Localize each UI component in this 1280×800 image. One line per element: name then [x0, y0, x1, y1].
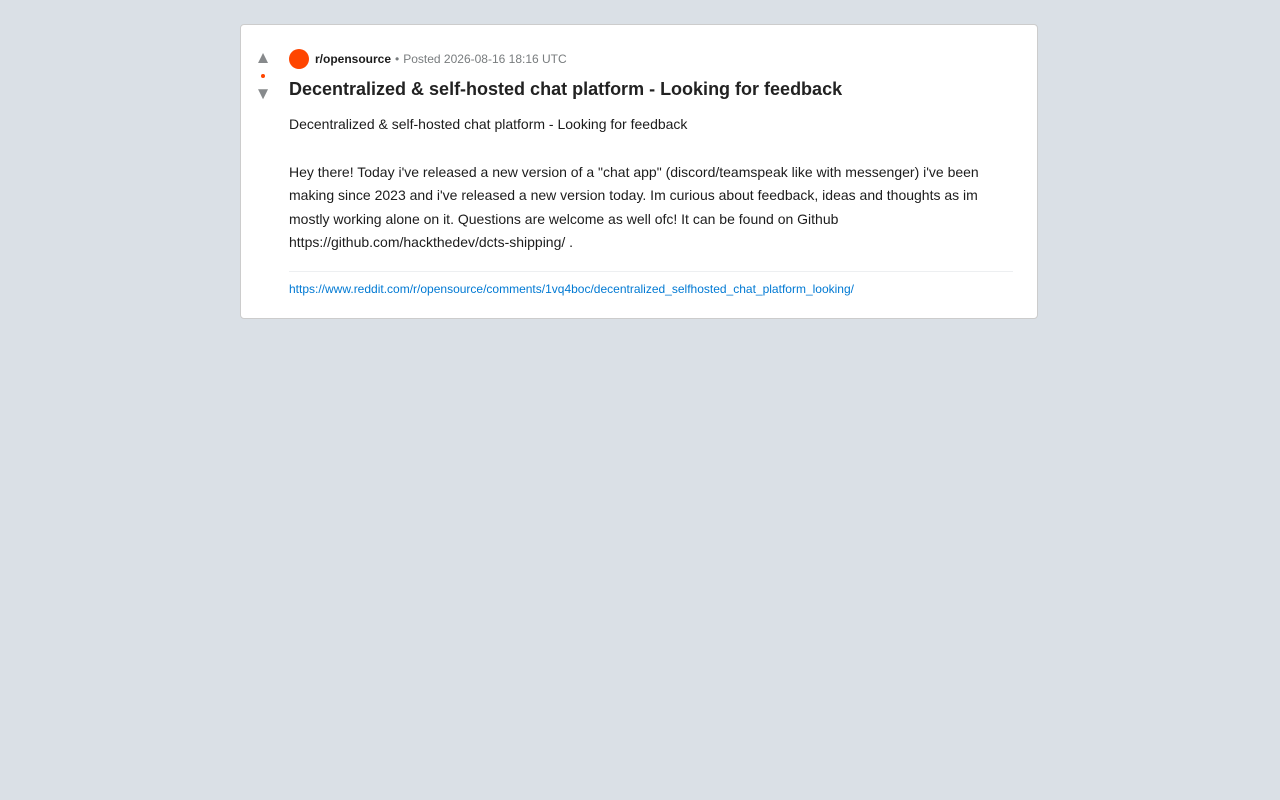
downvote-arrow-icon[interactable]: ▼: [254, 84, 272, 103]
post-body: [289, 113, 1013, 255]
post-footer: [289, 271, 1013, 296]
subreddit-avatar-icon[interactable]: [289, 49, 309, 69]
subreddit-name[interactable]: r/opensource: [315, 52, 392, 66]
vote-column: [241, 49, 285, 103]
post-meta: [289, 49, 1013, 69]
post-permalink[interactable]: https://www.reddit.com/r/opensource/comments/1vq4boc/decentralized_selfhosted_chat_platform_looking/: [289, 281, 854, 296]
score-dot-icon: [261, 74, 265, 78]
meta-separator: •: [395, 52, 400, 66]
post-title[interactable]: Decentralized & self-hosted chat platform - Looking for feedback: [289, 79, 843, 99]
post-timestamp: Posted 2026-08-16 18:16 UTC: [403, 52, 567, 66]
post-card: [240, 24, 1038, 319]
post-body-paragraph: Hey there! Today i've released a new version of a "chat app" (discord/teamspeak like with messenger) i've been making since 2023 and i've released a new version today. Im curious about feedback, ideas and thoughts as im mostly working alone on it. Questions are welcome as well ofc! It can be found on Github https://github.com/hackthedev/dcts-shipping/ .: [289, 163, 979, 250]
upvote-arrow-icon[interactable]: ▲: [254, 48, 272, 67]
post-body-line: Decentralized & self-hosted chat platform - Looking for feedback: [289, 116, 688, 132]
vote-score: [261, 67, 265, 85]
